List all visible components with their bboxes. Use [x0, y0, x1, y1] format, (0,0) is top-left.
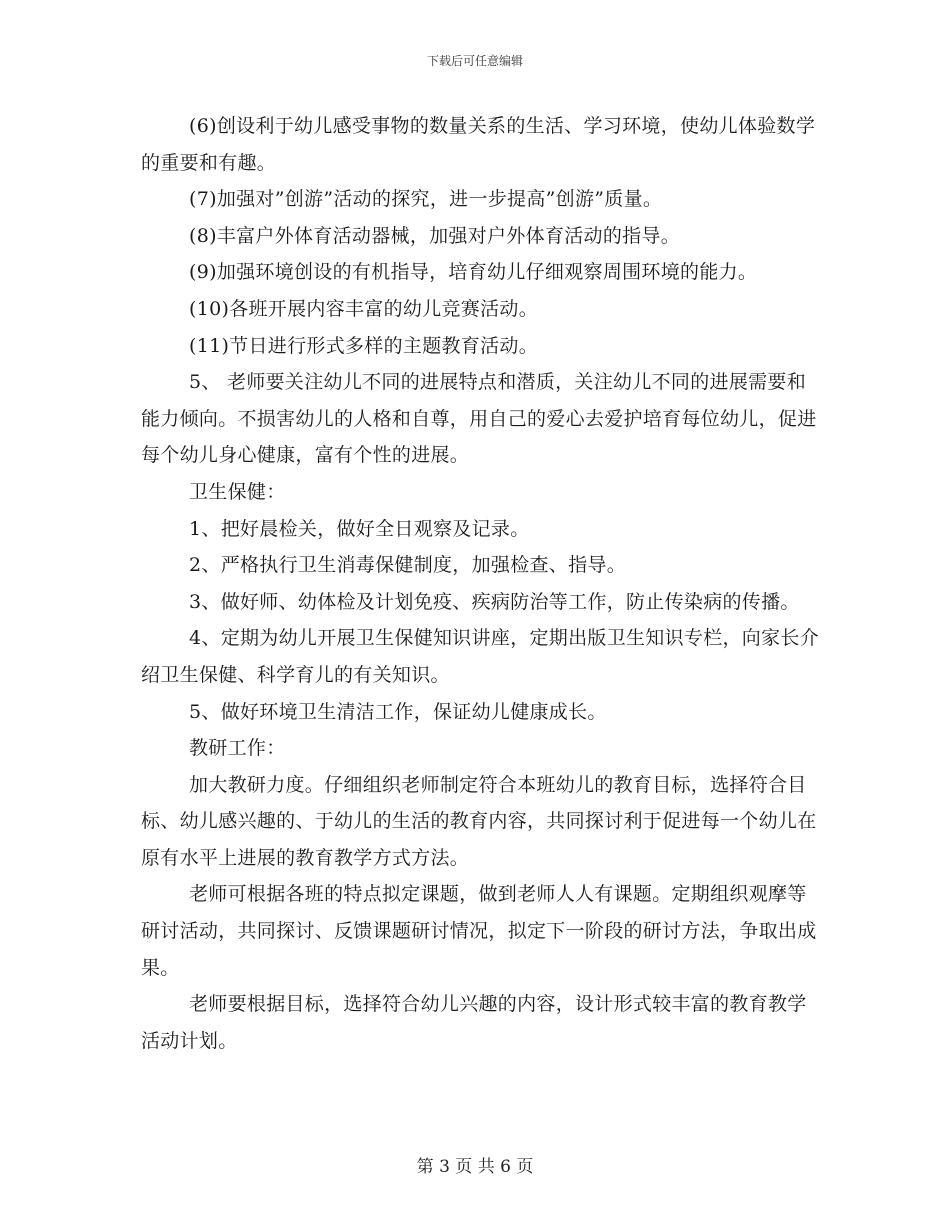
- paragraph: (10)各班开展内容丰富的幼儿竞赛活动。: [189, 297, 539, 320]
- paragraph: 5、 老师要关注幼儿不同的进展特点和潜质，关注幼儿不同的进展需要和能力倾向。不损害幼儿的人格和自尊，用自己的爱心去爱护培育每位幼儿，促进每个幼儿身心健康，富有个性的进展。: [141, 371, 817, 467]
- paragraph: 加大教研力度。仔细组织老师制定符合本班幼儿的教育目标，选择符合目标、幼儿感兴趣的、于幼儿的生活的教育内容，共同探讨利于促进每一个幼儿在原有水平上进展的教育教学方式方法。: [141, 773, 817, 869]
- paragraph: (9)加强环境创设的有机指导，培育幼儿仔细观察周围环境的能力。: [189, 261, 758, 284]
- paragraph: (7)加强对”创游”活动的探究，进一步提高”创游”质量。: [189, 188, 663, 211]
- document-body: [141, 108, 821, 1059]
- paragraph: 5、做好环境卫生清洁工作，保证幼儿健康成长。: [189, 700, 607, 723]
- paragraph: 老师可根据各班的特点拟定课题，做到老师人人有课题。定期组织观摩等研讨活动，共同探讨、反馈课题研讨情况，拟定下一阶段的研讨方法，争取出成果。: [141, 883, 817, 979]
- section-heading: 教研工作：: [189, 737, 286, 760]
- section-heading: 卫生保健：: [189, 480, 286, 503]
- page-footer: 第 3 页 共 6 页: [416, 1157, 534, 1177]
- paragraph: 1、把好晨检关，做好全日观察及记录。: [189, 517, 530, 540]
- paragraph: (6)创设利于幼儿感受事物的数量关系的生活、学习环境，使幼儿体验数学的重要和有趣。: [141, 115, 816, 174]
- paragraph: 4、定期为幼儿开展卫生保健知识讲座，定期出版卫生知识专栏，向家长介绍卫生保健、科学育儿的有关知识。: [141, 627, 819, 686]
- paragraph: 2、严格执行卫生消毒保健制度，加强检查、指导。: [189, 554, 626, 577]
- paragraph: 老师要根据目标，选择符合幼儿兴趣的内容，设计形式较丰富的教育教学活动计划。: [141, 993, 807, 1052]
- paragraph: (11)节日进行形式多样的主题教育活动。: [189, 334, 539, 357]
- paragraph: 3、做好师、幼体检及计划免疫、疾病防治等工作，防止传染病的传播。: [189, 590, 800, 613]
- paragraph: (8)丰富户外体育活动器械，加强对户外体育活动的指导。: [189, 224, 681, 247]
- page-header: 下载后可任意编辑: [426, 54, 523, 68]
